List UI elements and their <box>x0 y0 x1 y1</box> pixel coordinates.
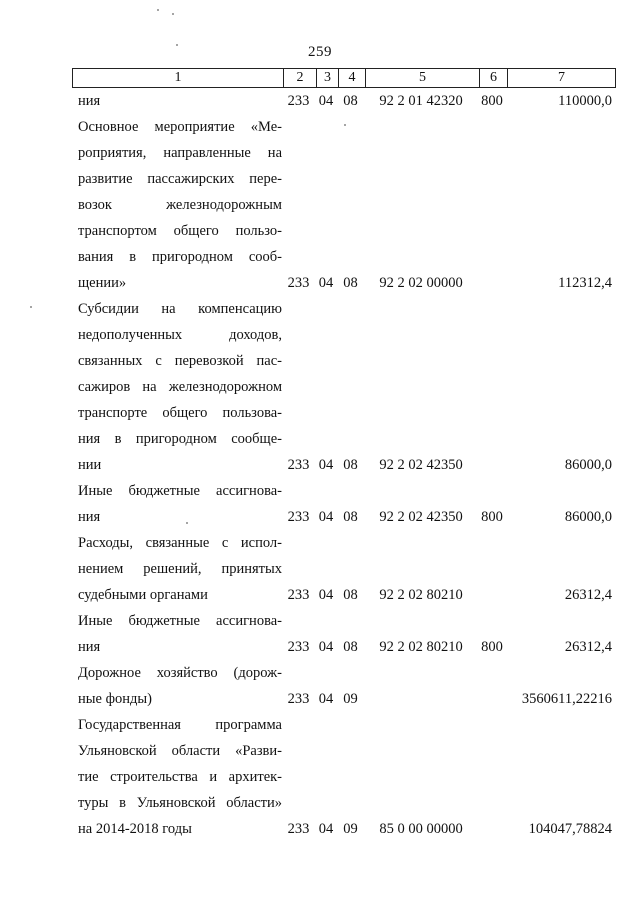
row-cell-c2: 233 <box>287 639 310 655</box>
row-cell-c3: 04 <box>318 639 334 655</box>
table-body <box>72 88 614 842</box>
row-cell-c2: 233 <box>287 509 310 525</box>
row-cell-c2: 233 <box>287 691 310 707</box>
row-cell-c3: 04 <box>318 821 334 837</box>
scan-speck <box>30 306 32 308</box>
table-row <box>72 88 614 114</box>
row-cell-c3: 04 <box>318 509 334 525</box>
row-cell-c5: 92 2 02 42350 <box>379 509 463 525</box>
scan-speck <box>172 13 174 15</box>
row-cell-c3: 04 <box>318 587 334 603</box>
scan-speck <box>186 522 188 524</box>
row-description: ния <box>78 93 101 109</box>
row-cell-c4: 08 <box>343 639 358 655</box>
row-cell-c2: 233 <box>287 587 310 603</box>
row-description: Основное мероприятие «Ме- роприятия, направленные на развитие пассажирских пере- возок железнодорожным транспортом общего пользо- вания в пригородном сооб- щении» <box>78 119 282 291</box>
row-description: Дорожное хозяйство (дорож- ные фонды) <box>78 665 282 707</box>
header-col-2: 2 <box>283 69 316 87</box>
row-cell-c7: 110000,0 <box>558 93 612 109</box>
header-col-3: 3 <box>316 69 338 87</box>
row-cell-c4: 08 <box>343 275 358 291</box>
row-cell-c3: 04 <box>318 691 334 707</box>
table-header <box>72 68 616 88</box>
row-cell-c7: 112312,4 <box>558 275 612 291</box>
table-row <box>72 114 614 296</box>
scan-speck <box>176 44 178 46</box>
scan-speck <box>157 9 159 11</box>
header-col-4: 4 <box>338 69 365 87</box>
table-row <box>72 712 614 842</box>
row-cell-c5: 92 2 02 80210 <box>379 639 463 655</box>
table-row <box>72 478 614 530</box>
row-cell-c7: 26312,4 <box>564 639 612 655</box>
table-row <box>72 608 614 660</box>
scan-speck <box>344 124 346 126</box>
row-description: Субсидии на компенсацию недополученных доходов, связанных с перевозкой пас- сажиров на железнодорожном транспорте общего пользова- ния в пригородном сообще- нии <box>78 301 282 473</box>
row-cell-c4: 09 <box>343 691 358 707</box>
row-cell-c6: 800 <box>481 93 503 109</box>
row-description: Государственная программа Ульяновской области «Разви- тие строительства и архитек- туры в Ульяновской области» на 2014-2018 годы <box>78 717 282 837</box>
row-description: Расходы, связанные с испол- нением решений, принятых судебными органами <box>78 535 282 603</box>
row-cell-c5: 92 2 02 80210 <box>379 587 463 603</box>
header-col-1: 1 <box>174 70 182 85</box>
header-col-5: 5 <box>365 69 479 87</box>
table-row <box>72 296 614 478</box>
row-cell-c7: 86000,0 <box>564 509 612 525</box>
row-cell-c4: 08 <box>343 509 358 525</box>
row-description: Иные бюджетные ассигнова- ния <box>78 613 282 655</box>
table-row <box>72 660 614 712</box>
row-cell-c5: 85 0 00 00000 <box>379 821 463 837</box>
row-cell-c4: 08 <box>343 457 358 473</box>
row-cell-c6: 800 <box>481 639 503 655</box>
row-description: Иные бюджетные ассигнова- ния <box>78 483 282 525</box>
row-cell-c4: 09 <box>343 821 358 837</box>
row-cell-c5: 92 2 01 42320 <box>379 93 463 109</box>
row-cell-c2: 233 <box>287 93 310 109</box>
row-cell-c7: 26312,4 <box>564 587 612 603</box>
row-cell-c2: 233 <box>287 275 310 291</box>
row-cell-c7: 104047,78824 <box>528 821 612 837</box>
row-cell-c3: 04 <box>318 93 334 109</box>
row-cell-c6: 800 <box>481 509 503 525</box>
table-row <box>72 530 614 608</box>
row-cell-c3: 04 <box>318 275 334 291</box>
row-cell-c3: 04 <box>318 457 334 473</box>
row-cell-c2: 233 <box>287 457 310 473</box>
page-number: 259 <box>308 44 332 60</box>
row-cell-c7: 3560611,22216 <box>521 691 612 707</box>
row-cell-c5: 92 2 02 42350 <box>379 457 463 473</box>
row-cell-c4: 08 <box>343 587 358 603</box>
header-col-6: 6 <box>479 69 507 87</box>
header-col-7: 7 <box>507 69 615 87</box>
row-cell-c7: 86000,0 <box>564 457 612 473</box>
row-cell-c5: 92 2 02 00000 <box>379 275 463 291</box>
row-cell-c4: 08 <box>343 93 358 109</box>
row-cell-c2: 233 <box>287 821 310 837</box>
